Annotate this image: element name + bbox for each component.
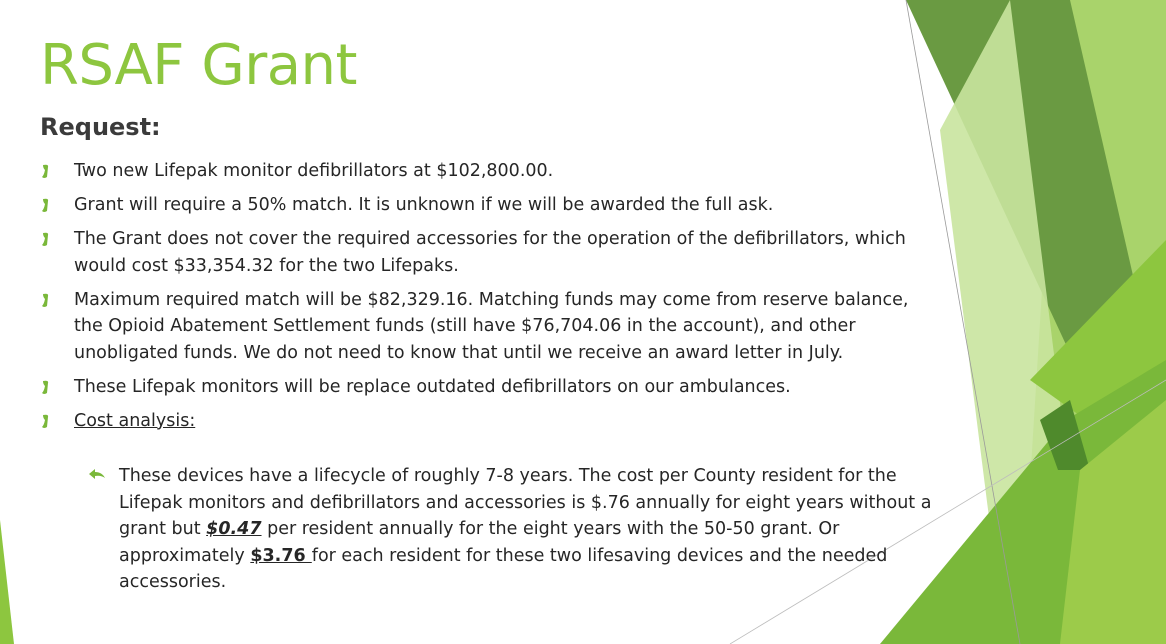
bullet-text: Grant will require a 50% match. It is unknown if we will be awarded the full ask. (74, 195, 774, 215)
sub-bullet-text-1: These devices have a lifecycle of roughly 7-8 years. The cost per County resident for the Lifepak monitors and defibrillators and accessories is $.76 annually for eight years without a grant but (119, 466, 932, 539)
sub-bullet-text-2: per resident annually for the eight years with the 50-50 grant. Or approximately (119, 519, 840, 566)
leaf-bullet-icon (40, 198, 52, 214)
bullet-item (40, 287, 920, 367)
sub-bullet-text-3: for each resident for these two lifesaving devices and the needed accessories. (119, 545, 888, 592)
bullet-text: The Grant does not cover the required accessories for the operation of the defibrillators, which would cost $33,354.32 for the two Lifepaks. (74, 229, 906, 276)
bullet-item (40, 226, 920, 279)
grant-cost-value: $0.47 (206, 519, 262, 539)
total-cost-value: $3.76 (250, 545, 312, 566)
slide-subtitle: Request: (40, 113, 161, 141)
cost-analysis-heading: Cost analysis: (74, 410, 196, 431)
left-edge-facet (0, 520, 14, 644)
bullet-text: Maximum required match will be $82,329.16. Matching funds may come from reserve balance, the Opioid Abatement Settlement funds (still have $76,704.06 in the account), and other unobligated funds. We do not need to know that until we receive an award letter in July. (74, 289, 909, 363)
bullet-list (40, 158, 920, 442)
bullet-item (40, 158, 920, 185)
bullet-item (40, 408, 920, 435)
leaf-bullet-icon (40, 293, 52, 309)
leaf-bullet-icon (40, 232, 52, 248)
bullet-text: Two new Lifepak monitor defibrillators at $102,800.00. (74, 161, 554, 181)
leaf-bullet-icon (40, 414, 52, 430)
bullet-item (40, 192, 920, 219)
arrow-bullet-icon (88, 469, 106, 481)
leaf-bullet-icon (40, 380, 52, 396)
bullet-item (40, 374, 920, 401)
sub-bullet-item (88, 463, 959, 596)
bullet-text: These Lifepak monitors will be replace outdated defibrillators on our ambulances. (74, 376, 791, 397)
slide-title: RSAF Grant (40, 33, 357, 98)
leaf-bullet-icon (40, 164, 52, 180)
